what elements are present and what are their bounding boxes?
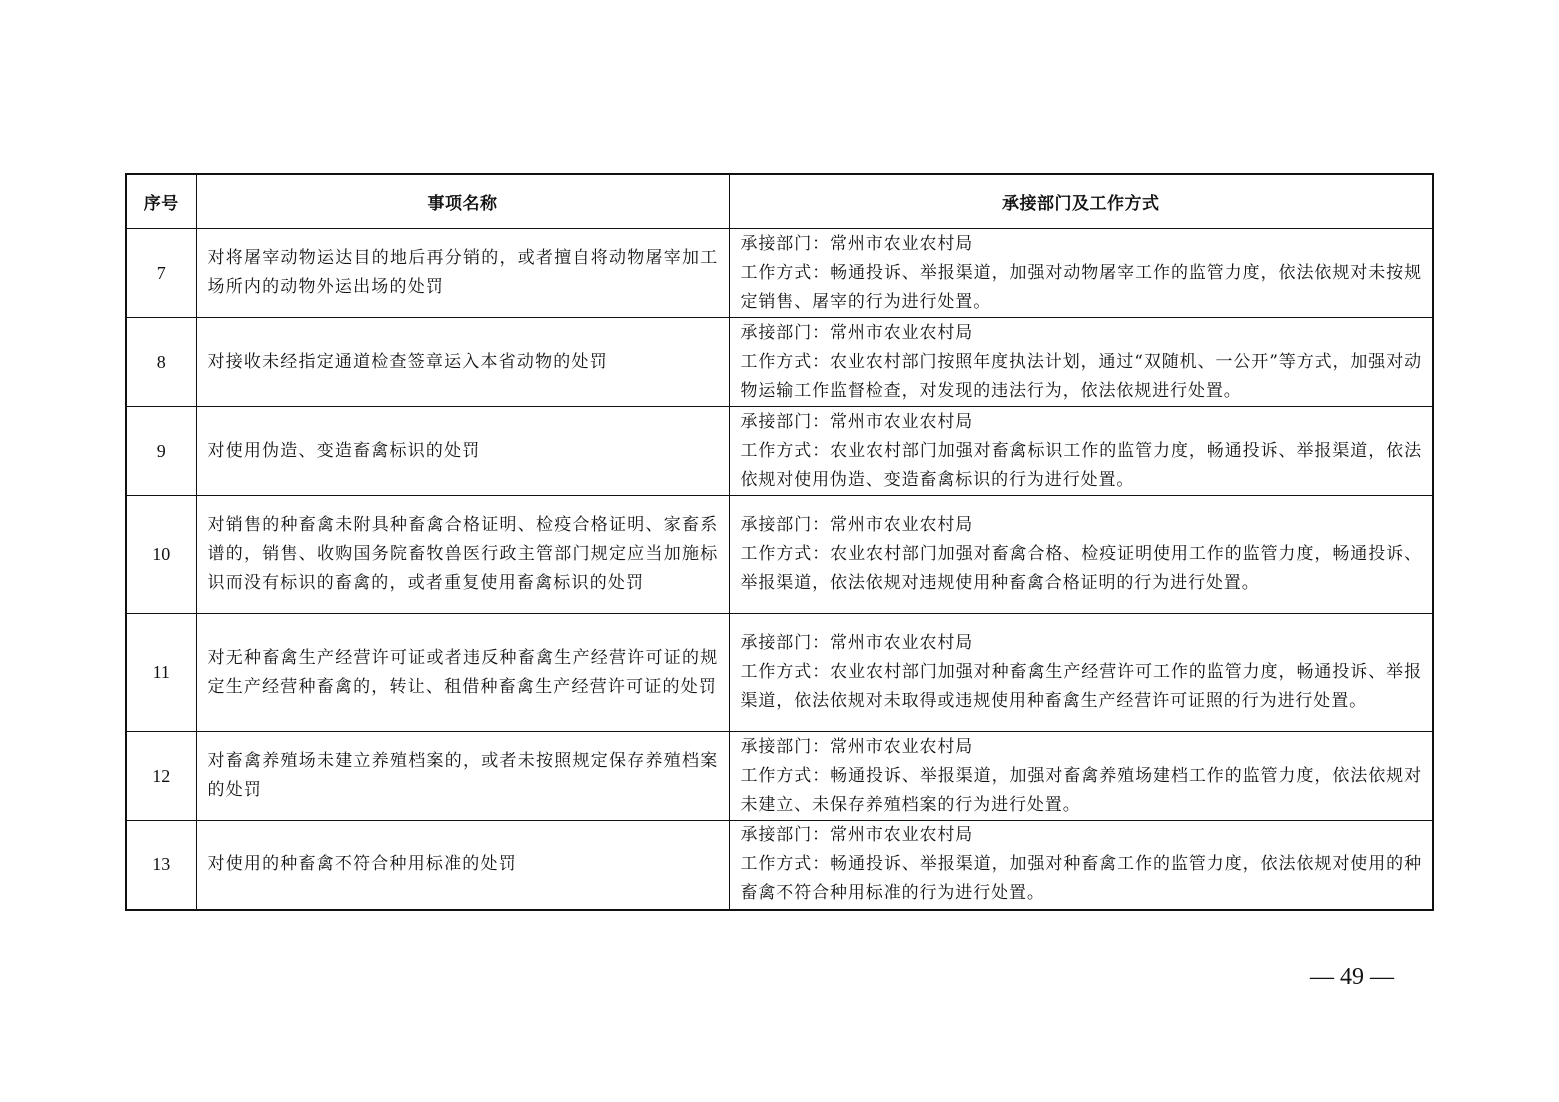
work-method-text: 工作方式：农业农村部门加强对畜禽标识工作的监管力度，畅通投诉、举报渠道，依法依规对使用伪造、变造畜禽标识的行为进行处置。 [740, 440, 1422, 490]
row-number: 12 [126, 732, 196, 821]
item-name: 对无种畜禽生产经营许可证或者违反种畜禽生产经营许可证的规定生产经营种畜禽的，转让、租借种畜禽生产经营许可证的处罚 [196, 614, 729, 732]
header-row [126, 174, 1433, 229]
department-cell [729, 496, 1433, 614]
table-row [126, 496, 1433, 614]
row-number: 13 [126, 821, 196, 910]
department-text: 承接部门：常州市农业农村局 [740, 633, 974, 653]
work-method-text: 工作方式：农业农村部门加强对畜禽合格、检疫证明使用工作的监管力度，畅通投诉、举报渠道，依法依规对违规使用种畜禽合格证明的行为进行处置。 [740, 544, 1422, 593]
department-text: 承接部门：常州市农业农村局 [740, 825, 974, 846]
header-serial-number: 序号 [126, 174, 196, 229]
table-header [126, 174, 1433, 229]
row-number: 7 [126, 229, 196, 318]
department-cell [729, 614, 1433, 732]
table-row [126, 732, 1433, 821]
item-name: 对将屠宰动物运达目的地后再分销的，或者擅自将动物屠宰加工场所内的动物外运出场的处罚 [196, 229, 729, 318]
work-method-text: 工作方式：农业农村部门加强对种畜禽生产经营许可工作的监管力度，畅通投诉、举报渠道，依法依规对未取得或违规使用种畜禽生产经营许可证照的行为进行处置。 [740, 662, 1422, 711]
work-method-text: 工作方式：畅通投诉、举报渠道，加强对畜禽养殖场建档工作的监管力度，依法依规对未建立、未保存养殖档案的行为进行处置。 [740, 765, 1422, 815]
table-row [126, 229, 1433, 318]
table-row [126, 318, 1433, 407]
department-text: 承接部门：常州市农业农村局 [740, 736, 974, 757]
department-cell [729, 229, 1433, 318]
row-number: 10 [126, 496, 196, 614]
department-text: 承接部门：常州市农业农村局 [740, 233, 974, 254]
department-cell [729, 821, 1433, 910]
table-row [126, 821, 1433, 910]
items-table [125, 173, 1434, 911]
header-department-and-method: 承接部门及工作方式 [729, 174, 1433, 229]
item-name: 对使用伪造、变造畜禽标识的处罚 [196, 407, 729, 496]
item-name: 对使用的种畜禽不符合种用标准的处罚 [196, 821, 729, 910]
department-text: 承接部门：常州市农业农村局 [740, 322, 974, 343]
item-name: 对接收未经指定通道检查签章运入本省动物的处罚 [196, 318, 729, 407]
item-name: 对畜禽养殖场未建立养殖档案的，或者未按照规定保存养殖档案的处罚 [196, 732, 729, 821]
row-number: 11 [126, 614, 196, 732]
work-method-text: 工作方式：农业农村部门按照年度执法计划，通过“双随机、一公开”等方式，加强对动物运输工作监督检查，对发现的违法行为，依法依规进行处置。 [740, 351, 1422, 401]
row-number: 8 [126, 318, 196, 407]
table-row [126, 407, 1433, 496]
department-text: 承接部门：常州市农业农村局 [740, 411, 974, 432]
item-name: 对销售的种畜禽未附具种畜禽合格证明、检疫合格证明、家畜系谱的，销售、收购国务院畜牧兽医行政主管部门规定应当加施标识而没有标识的畜禽的，或者重复使用畜禽标识的处罚 [196, 496, 729, 614]
table-row [126, 614, 1433, 732]
work-method-text: 工作方式：畅通投诉、举报渠道，加强对动物屠宰工作的监管力度，依法依规对未按规定销售、屠宰的行为进行处置。 [740, 262, 1422, 312]
department-text: 承接部门：常州市农业农村局 [740, 515, 974, 535]
department-cell [729, 407, 1433, 496]
table-body [126, 229, 1433, 910]
row-number: 9 [126, 407, 196, 496]
page-number: — 49 — [1310, 964, 1394, 990]
department-cell [729, 318, 1433, 407]
work-method-text: 工作方式：畅通投诉、举报渠道，加强对种畜禽工作的监管力度，依法依规对使用的种畜禽不符合种用标准的行为进行处置。 [740, 854, 1422, 904]
department-cell [729, 732, 1433, 821]
header-item-name: 事项名称 [196, 174, 729, 229]
